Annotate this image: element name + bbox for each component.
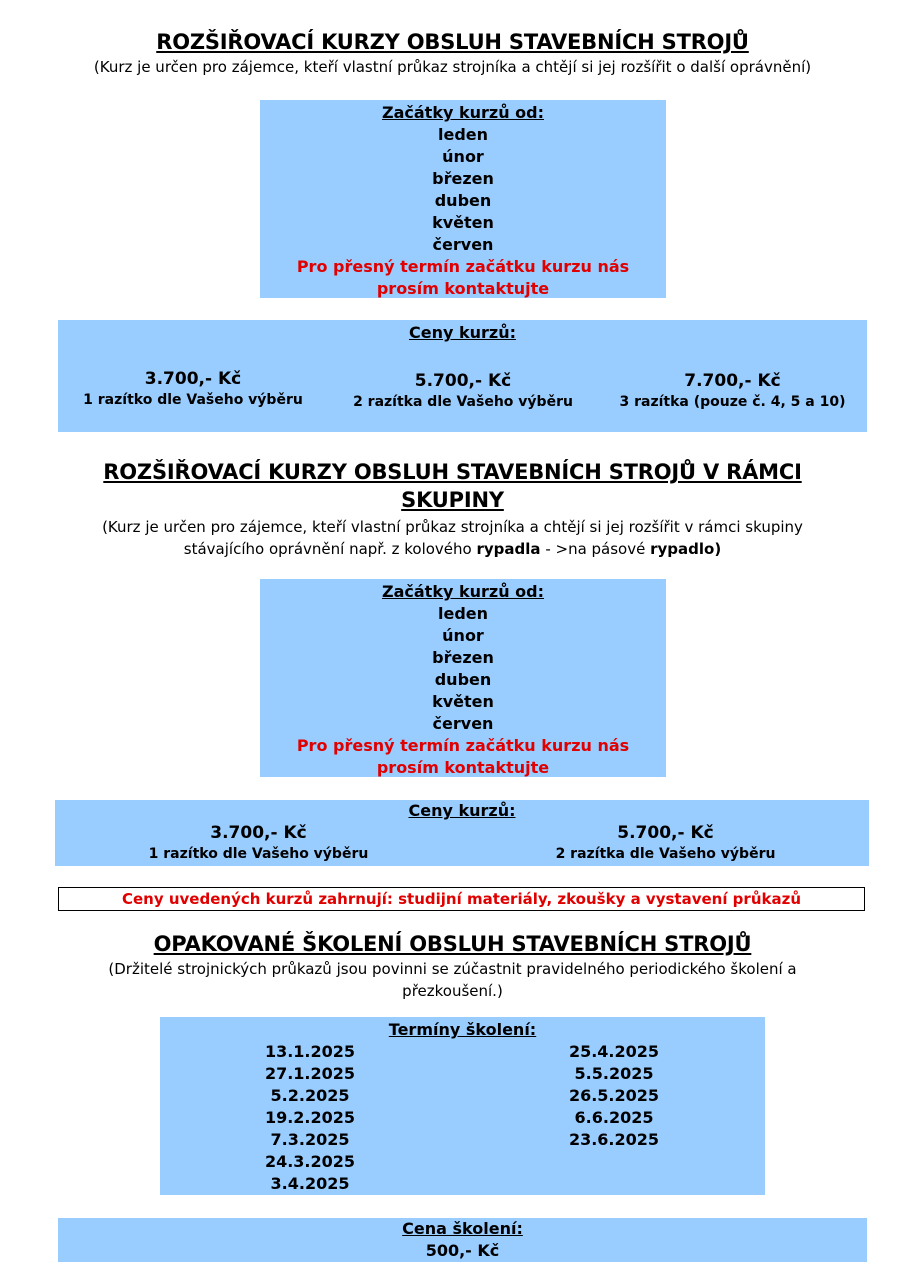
price-value: 3.700,- Kč <box>144 369 242 389</box>
section1-prices-box <box>58 320 867 432</box>
price-label: 3 razítka (pouze č. 4, 5 a 10) <box>619 394 846 410</box>
month-item: duben <box>434 670 492 689</box>
month-item: květen <box>432 692 494 711</box>
section2-title-line: ROZŠIŘOVACÍ KURZY OBSLUH STAVEBNÍCH STROJŮ V RÁMCI <box>103 460 802 484</box>
dates-heading: Termíny školení: <box>388 1020 537 1039</box>
training-price: 500,- Kč <box>425 1241 500 1260</box>
dates-right-column <box>514 1041 714 1151</box>
price-value: 5.700,- Kč <box>414 371 512 391</box>
price-label: 2 razítka dle Vašeho výběru <box>353 394 573 410</box>
section2-title <box>0 458 905 514</box>
section1-starts-box <box>260 100 666 298</box>
section1-title: ROZŠIŘOVACÍ KURZY OBSLUH STAVEBNÍCH STROJŮ <box>156 30 749 54</box>
prices-heading: Ceny kurzů: <box>408 801 516 820</box>
price-label: 1 razítko dle Vašeho výběru <box>148 846 369 862</box>
subtitle-text: stávajícího oprávnění např. z kolového <box>183 540 477 558</box>
training-date: 7.3.2025 <box>270 1130 350 1149</box>
month-item: březen <box>432 648 494 667</box>
section2-title-line: SKUPINY <box>401 488 504 512</box>
section3-title: OPAKOVANÉ ŠKOLENÍ OBSLUH STAVEBNÍCH STROJŮ <box>153 932 752 956</box>
price-value: 5.700,- Kč <box>617 823 714 843</box>
section2-starts-box <box>260 579 666 777</box>
month-item: únor <box>442 147 484 166</box>
month-item: leden <box>437 604 489 623</box>
section2-subtitle-line: (Kurz je určen pro zájemce, kteří vlastní průkaz strojníka a chtějí si jej rozšířit v rámci skupiny <box>102 518 803 536</box>
training-date: 26.5.2025 <box>568 1086 660 1105</box>
training-price-box <box>58 1218 867 1262</box>
included-note: Ceny uvedených kurzů zahrnují: studijní materiály, zkoušky a vystavení průkazů <box>58 887 865 911</box>
contact-note: Pro přesný termín začátku kurzu nás <box>296 257 630 276</box>
section3-subtitle-line: přezkoušení.) <box>402 982 503 1000</box>
section1-subtitle: (Kurz je určen pro zájemce, kteří vlastní průkaz strojníka a chtějí si jej rozšířit o další oprávnění) <box>93 58 812 76</box>
month-item: červen <box>432 714 494 733</box>
month-item: červen <box>432 235 494 254</box>
training-date: 5.2.2025 <box>270 1086 350 1105</box>
starts-heading: Začátky kurzů od: <box>381 582 544 601</box>
month-item: únor <box>442 626 484 645</box>
subtitle-bold: rypadlo) <box>650 540 722 558</box>
section2-prices-box <box>55 800 869 866</box>
contact-note: Pro přesný termín začátku kurzu nás <box>296 736 630 755</box>
subtitle-bold: rypadla <box>476 540 541 558</box>
price-option <box>462 822 869 864</box>
training-dates-box <box>160 1017 765 1195</box>
price-option <box>598 370 867 412</box>
price-label: 1 razítko dle Vašeho výběru <box>83 392 303 408</box>
price-option <box>328 370 598 412</box>
contact-note: prosím kontaktujte <box>376 758 550 777</box>
starts-heading: Začátky kurzů od: <box>381 103 544 122</box>
training-date: 25.4.2025 <box>568 1042 660 1061</box>
training-date: 24.3.2025 <box>264 1152 356 1171</box>
month-item: březen <box>432 169 494 188</box>
price-label: 2 razítka dle Vašeho výběru <box>555 846 776 862</box>
training-date: 27.1.2025 <box>264 1064 356 1083</box>
training-date: 6.6.2025 <box>574 1108 654 1127</box>
section2-subtitle <box>0 516 905 560</box>
contact-note: prosím kontaktujte <box>376 279 550 298</box>
training-date: 3.4.2025 <box>270 1174 350 1193</box>
training-date: 23.6.2025 <box>568 1130 660 1149</box>
month-item: květen <box>432 213 494 232</box>
prices-heading: Ceny kurzů: <box>408 323 516 342</box>
price-heading: Cena školení: <box>402 1219 523 1238</box>
price-value: 3.700,- Kč <box>210 823 307 843</box>
subtitle-text: - >na pásové <box>540 540 651 558</box>
section2-subtitle-line <box>0 538 905 560</box>
dates-left-column <box>210 1041 410 1195</box>
training-date: 13.1.2025 <box>264 1042 356 1061</box>
section3-subtitle-line: (Držitelé strojnických průkazů jsou povinni se zúčastnit pravidelného periodického školení a <box>108 960 797 978</box>
training-date: 5.5.2025 <box>574 1064 654 1083</box>
price-value: 7.700,- Kč <box>684 371 781 391</box>
price-option <box>58 368 328 410</box>
month-item: duben <box>434 191 492 210</box>
training-date: 19.2.2025 <box>264 1108 356 1127</box>
section3-subtitle <box>0 958 905 1002</box>
price-option <box>55 822 462 864</box>
month-item: leden <box>437 125 489 144</box>
